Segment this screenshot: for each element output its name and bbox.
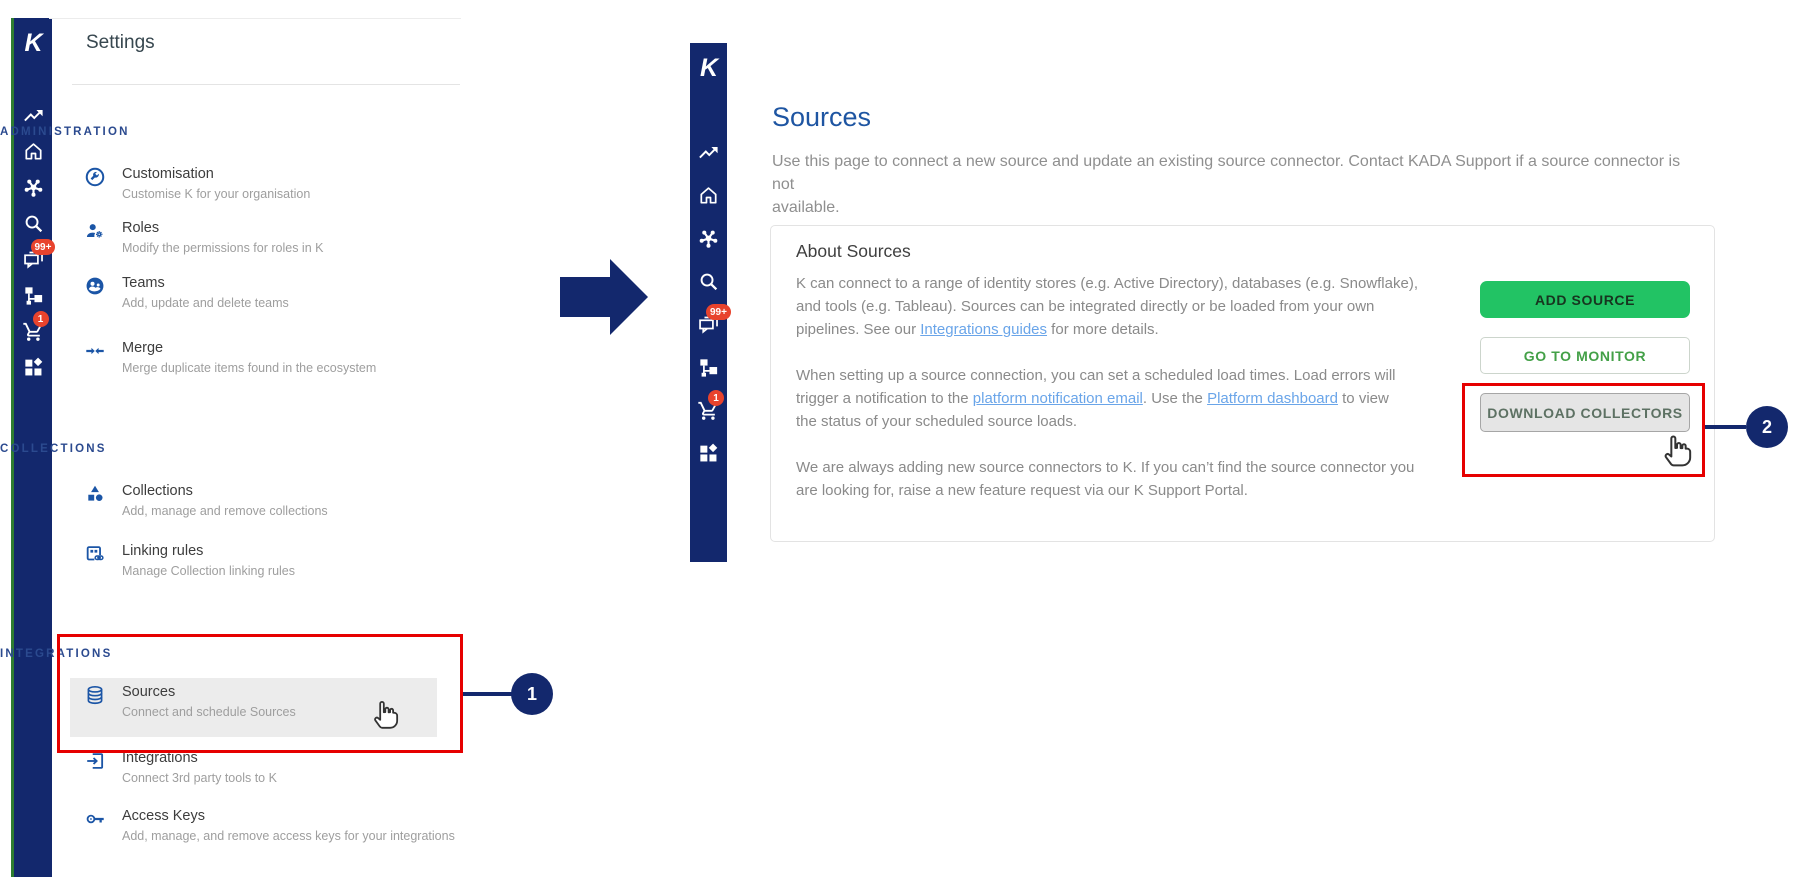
go-to-monitor-button[interactable]: GO TO MONITOR — [1480, 337, 1690, 374]
k-logo[interactable]: K — [24, 29, 42, 57]
k-logo[interactable]: K — [699, 54, 718, 82]
item-desc: Manage Collection linking rules — [122, 564, 296, 578]
callout-line-2 — [1705, 425, 1746, 429]
search-icon[interactable] — [22, 212, 45, 235]
chat-badge: 99+ — [31, 239, 56, 255]
inline-link[interactable]: Platform dashboard — [1207, 390, 1338, 407]
cart-badge: 1 — [33, 311, 49, 327]
item-desc: Modify the permissions for roles in K — [122, 241, 324, 255]
cart-icon[interactable] — [697, 392, 720, 422]
card-paragraph-2: When setting up a source connection, you can set a scheduled load times. Load errors will trigger a notification to the platform notification email. Use the Platform dashboard to view the status of your scheduled source loads. — [796, 367, 1396, 430]
card-body — [796, 272, 1496, 525]
callout-circle-1: 1 — [511, 673, 553, 715]
cart-icon[interactable] — [22, 313, 45, 343]
callout-circle-2: 2 — [1746, 406, 1788, 448]
chat-icon[interactable] — [697, 306, 727, 336]
trending-up-icon[interactable] — [697, 141, 720, 164]
section-header-integrations: INTEGRATIONS — [0, 648, 113, 660]
item-title: Collections — [122, 483, 193, 499]
section-header-administration: ADMINISTRATION — [0, 126, 130, 138]
item-title: Integrations — [122, 750, 198, 766]
merge-icon — [84, 340, 106, 362]
panel-top-border — [49, 18, 461, 19]
settings-item-teams[interactable] — [84, 275, 289, 310]
teams-icon — [84, 275, 106, 297]
item-desc: Connect and schedule Sources — [122, 705, 296, 719]
schema-icon[interactable] — [697, 356, 720, 379]
chat-icon[interactable] — [22, 241, 52, 271]
item-title: Teams — [122, 275, 165, 291]
schema-icon[interactable] — [22, 284, 45, 307]
item-desc: Add, update and delete teams — [122, 296, 289, 310]
search-icon[interactable] — [697, 270, 720, 293]
item-desc: Connect 3rd party tools to K — [122, 771, 277, 785]
dashboard-icon[interactable] — [22, 356, 45, 379]
callout-line-1 — [463, 692, 512, 696]
hub-icon[interactable] — [697, 227, 720, 250]
item-desc: Add, manage and remove collections — [122, 504, 328, 518]
roles-icon — [84, 220, 106, 242]
settings-item-roles[interactable] — [84, 220, 323, 255]
item-title: Access Keys — [122, 808, 205, 824]
card-paragraph-3: We are always adding new source connectors to K. If you can’t find the source connector you are looking for, raise a new feature request via our K Support Portal. — [796, 459, 1415, 499]
settings-item-access-keys[interactable] — [84, 808, 455, 843]
linking-rules-icon — [84, 543, 106, 565]
item-desc: Customise K for your organisation — [122, 187, 311, 201]
hub-icon[interactable] — [22, 176, 45, 199]
add-source-button[interactable]: ADD SOURCE — [1480, 281, 1690, 318]
integrations-icon — [84, 750, 106, 772]
settings-item-linking-rules[interactable] — [84, 543, 295, 578]
key-icon — [84, 808, 106, 830]
divider — [72, 84, 460, 85]
annotation-box-1 — [57, 634, 463, 753]
home-icon[interactable] — [697, 184, 720, 207]
item-desc: Add, manage, and remove access keys for your integrations — [122, 829, 455, 843]
flow-arrow — [560, 250, 650, 344]
home-icon[interactable] — [22, 140, 45, 163]
cart-badge: 1 — [708, 390, 724, 406]
settings-item-collections[interactable] — [84, 483, 328, 518]
hand-cursor-2 — [1660, 430, 1700, 470]
hand-cursor-1 — [370, 696, 406, 732]
section-header-collections: COLLECTIONS — [0, 443, 107, 455]
inline-link[interactable]: platform notification email — [972, 390, 1143, 407]
inline-link[interactable]: Integrations guides — [920, 321, 1048, 338]
collections-icon — [84, 483, 106, 505]
download-collectors-button[interactable]: DOWNLOAD COLLECTORS — [1480, 393, 1690, 432]
card-paragraph-1: K can connect to a range of identity stores (e.g. Active Directory), databases (e.g. Snowflake), and tools (e.g. Tableau). Sources can be integrated directly or be loaded from your own pipelines. See our Integrations guides for more details. — [796, 275, 1418, 338]
sources-page-description: Use this page to connect a new source and update an existing source connector. Contact KADA Support if a source connector is not available. — [772, 153, 1681, 216]
item-title: Linking rules — [122, 543, 204, 559]
settings-item-integrations[interactable] — [84, 750, 277, 785]
settings-item-merge[interactable] — [84, 340, 376, 375]
item-desc: Merge duplicate items found in the ecosystem — [122, 361, 377, 375]
card-title: About Sources — [796, 241, 911, 261]
right-sidebar-nav — [690, 43, 727, 562]
chat-badge: 99+ — [706, 304, 731, 320]
item-title: Roles — [122, 220, 160, 236]
item-title: Sources — [122, 684, 176, 700]
trending-up-icon[interactable] — [22, 104, 45, 127]
settings-item-customisation[interactable] — [84, 166, 310, 201]
dashboard-icon[interactable] — [697, 442, 720, 465]
item-title: Merge — [122, 340, 164, 356]
sources-page-title: Sources — [772, 102, 872, 132]
settings-page-title: Settings — [86, 32, 155, 53]
customisation-icon — [84, 166, 106, 188]
item-title: Customisation — [122, 166, 214, 182]
